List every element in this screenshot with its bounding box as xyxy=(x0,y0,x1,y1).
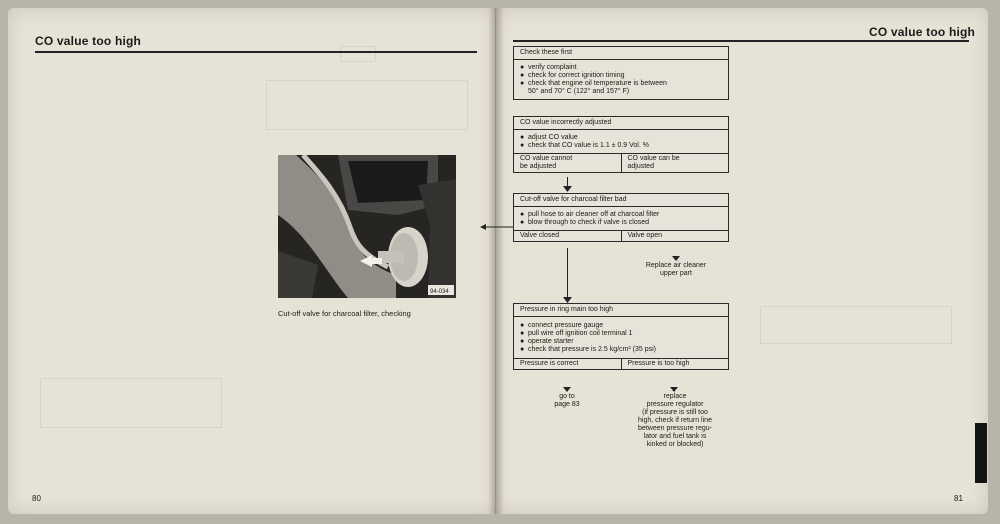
left-page-heading: CO value too high xyxy=(35,34,142,48)
flow-arrowhead xyxy=(563,387,571,392)
show-through-mark xyxy=(760,306,952,344)
flow-connector xyxy=(567,248,568,300)
photo-caption: Cut-off valve for charcoal filter, checking xyxy=(278,309,411,318)
list-item: ● pull hose to air cleaner off at charcoal filter xyxy=(520,211,660,218)
list-item: ● connect pressure gauge xyxy=(520,322,604,329)
photo-tag: 94-034 xyxy=(430,289,449,295)
list-item: ● blow through to check if valve is closed xyxy=(520,219,650,226)
list-item: ● operate starter xyxy=(520,338,574,345)
ring-main-pressure-title: Pressure in ring main too high xyxy=(514,304,728,317)
replace-regulator-note: replace pressure regulator (if pressure is still too high, check if return line between pressure regu- lator and fuel tank is kinked or blocked) xyxy=(638,393,712,448)
list-item: ● verify complaint xyxy=(520,64,577,71)
replace-air-cleaner-note: Replace air cleaner upper part xyxy=(645,262,707,277)
show-through-mark xyxy=(40,378,222,428)
list-item: ● check that CO value is 1.1 ± 0.9 Vol. % xyxy=(520,142,649,149)
list-item: ● adjust CO value xyxy=(520,134,578,141)
section-thumb-tab xyxy=(975,423,987,483)
co-adjust-title: CO value incorrectly adjusted xyxy=(514,117,728,130)
show-through-mark xyxy=(266,80,468,130)
pointer-arrow xyxy=(478,221,518,233)
right-page-number: 81 xyxy=(954,494,963,503)
check-first-title: Check these first xyxy=(514,47,728,60)
valve-closed-cell: Valve closed xyxy=(520,232,560,239)
charcoal-valve-title: Cut-off valve for charcoal filter bad xyxy=(514,194,728,207)
valve-open-cell: Valve open xyxy=(621,231,729,241)
list-item: ● check that pressure is 2.5 kg/cm² (35 psi) xyxy=(520,346,656,353)
ring-main-pressure-box xyxy=(513,303,729,370)
list-item-continued: 50° and 70° C (122° and 157° F) xyxy=(528,88,630,95)
flow-arrowhead xyxy=(563,186,572,192)
left-heading-rule xyxy=(35,51,477,53)
left-page-number: 80 xyxy=(32,494,41,503)
charcoal-filter-photo xyxy=(278,155,456,298)
show-through-mark xyxy=(340,46,376,62)
goto-page-note: go to page 83 xyxy=(554,393,580,408)
co-adjust-box xyxy=(513,116,729,173)
list-item: ● pull wire off ignition coil terminal 1 xyxy=(520,330,633,337)
list-item: ● check for correct ignition timing xyxy=(520,72,625,79)
right-heading-rule xyxy=(513,40,969,42)
charcoal-valve-box xyxy=(513,193,729,242)
check-first-box xyxy=(513,46,729,100)
list-item: ● check that engine oil temperature is between xyxy=(520,80,667,87)
book-gutter xyxy=(488,8,504,514)
pressure-correct-cell: Pressure is correct xyxy=(520,360,579,367)
co-cannot-adjust-cell: CO value cannot be adjusted xyxy=(520,155,573,170)
right-page-heading: CO value too high xyxy=(869,25,976,39)
flow-arrowhead xyxy=(670,387,678,392)
pressure-too-high-cell: Pressure is too high xyxy=(621,359,729,369)
co-can-adjust-cell: CO value can be adjusted xyxy=(621,154,729,172)
flow-arrowhead xyxy=(672,256,680,261)
